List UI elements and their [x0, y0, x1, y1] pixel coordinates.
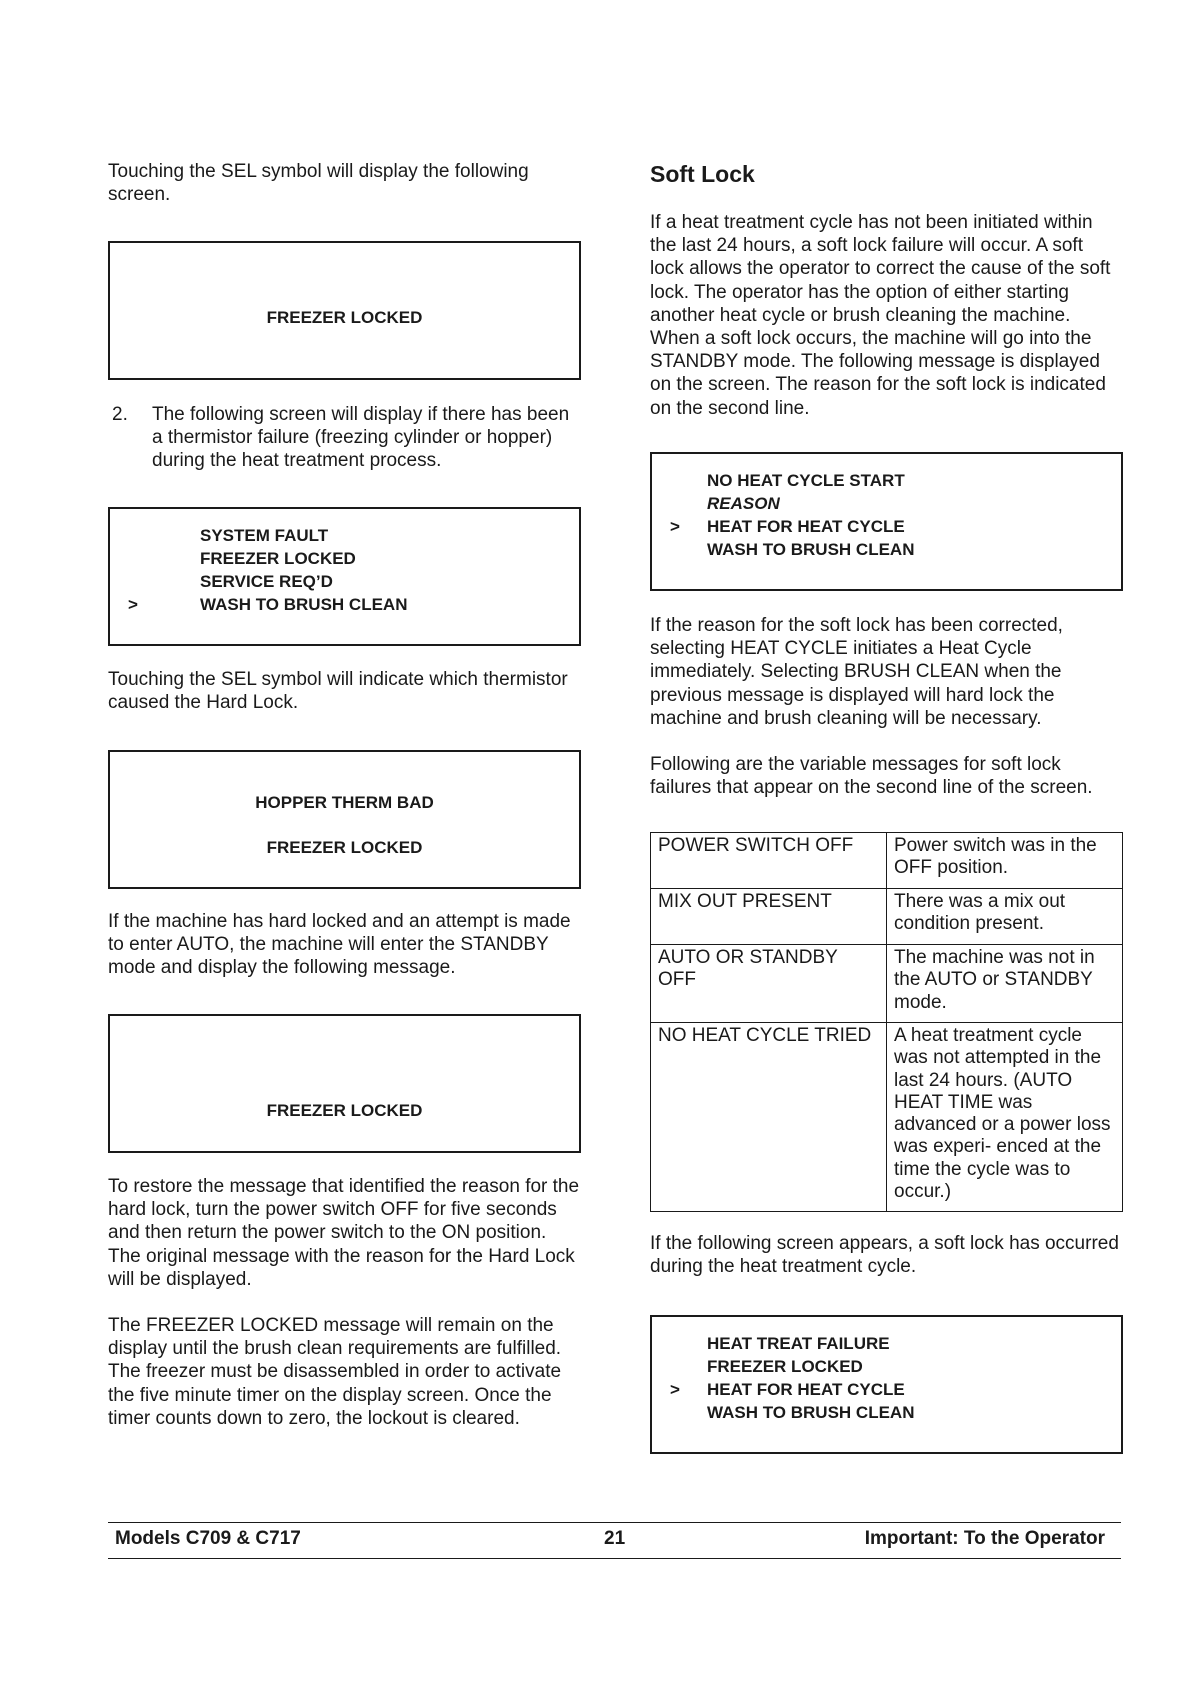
- paragraph-sel-thermistor: Touching the SEL symbol will indicate which thermistor caused the Hard Lock.: [108, 669, 568, 714]
- screen-line: HOPPER THERM BAD: [255, 793, 434, 812]
- list-item-text: The following screen will display if there has been a thermistor failure (freezing cylinder or hopper) during the heat treatment process.: [152, 404, 570, 472]
- list-item-number: 2.: [112, 404, 128, 425]
- table-cell-description: There was a mix out condition present.: [887, 889, 1123, 945]
- screen-line: SYSTEM FAULT: [200, 526, 329, 545]
- intro-paragraph: Touching the SEL symbol will display the following screen.: [108, 161, 529, 206]
- paragraph-freezer-locked: The FREEZER LOCKED message will remain on the display until the brush clean requirements are fulfilled. The freezer must be disassembled in order to activate the five minute timer on the display screen. Once the timer counts down to zero, the lockout is cleared.: [108, 1315, 562, 1429]
- screen-line: FREEZER LOCKED: [266, 308, 423, 327]
- table-cell-description: Power switch was in the OFF position.: [887, 833, 1123, 889]
- selection-arrow: >: [670, 517, 680, 536]
- table-cell-message: POWER SWITCH OFF: [651, 833, 887, 889]
- display-screen-heat-treat-failure: [650, 1315, 1123, 1454]
- paragraph-soft-lock-corrected: If the reason for the soft lock has been corrected, selecting HEAT CYCLE initiates a Heat Cycle immediately. Selecting BRUSH CLEAN when the previous message is displayed will hard lock the machine and brush cleaning will be necessary.: [650, 615, 1063, 729]
- soft-lock-messages-table: [650, 832, 1123, 1212]
- selection-arrow: >: [128, 595, 138, 614]
- screen-line: FREEZER LOCKED: [707, 1357, 863, 1376]
- screen-line: WASH TO BRUSH CLEAN: [707, 540, 915, 559]
- screen-line-reason: REASON: [707, 494, 780, 513]
- display-screen-freezer-locked-standby: [108, 1014, 581, 1153]
- screen-line: SERVICE REQ’D: [200, 572, 333, 591]
- display-screen-freezer-locked: [108, 241, 581, 380]
- display-screen-system-fault: [108, 507, 581, 646]
- table-row: [651, 1023, 1123, 1212]
- footer-bottom-rule: [108, 1558, 1121, 1559]
- display-screen-hopper-therm: [108, 750, 581, 889]
- footer-section-label: Important: To the Operator: [864, 1528, 1105, 1549]
- display-screen-no-heat-cycle: [650, 452, 1123, 591]
- table-row: [651, 945, 1123, 1023]
- paragraph-restore-message: To restore the message that identified the reason for the hard lock, turn the power switch OFF for five seconds and then return the power switch to the ON position. The original message with the reason for the Hard Lock will be displayed.: [108, 1176, 580, 1290]
- table-cell-message: NO HEAT CYCLE TRIED: [651, 1023, 887, 1212]
- screen-line: HEAT FOR HEAT CYCLE: [707, 517, 905, 536]
- screen-line: FREEZER LOCKED: [266, 1101, 423, 1120]
- page-number: 21: [604, 1528, 626, 1549]
- section-heading: Soft Lock: [650, 161, 755, 187]
- screen-line: WASH TO BRUSH CLEAN: [707, 1403, 915, 1422]
- screen-line: HEAT TREAT FAILURE: [707, 1334, 890, 1353]
- paragraph-soft-lock-during-heat: If the following screen appears, a soft lock has occurred during the heat treatment cycle.: [650, 1233, 1119, 1278]
- screen-line: WASH TO BRUSH CLEAN: [200, 595, 408, 614]
- table-cell-message: AUTO OR STANDBY OFF: [651, 945, 887, 1023]
- footer-model-label: Models C709 & C717: [115, 1528, 301, 1549]
- screen-line: HEAT FOR HEAT CYCLE: [707, 1380, 905, 1399]
- selection-arrow: >: [670, 1380, 680, 1399]
- table-cell-message: MIX OUT PRESENT: [651, 889, 887, 945]
- footer-top-rule: [108, 1522, 1121, 1523]
- paragraph-variable-messages: Following are the variable messages for soft lock failures that appear on the second line of the screen.: [650, 754, 1093, 799]
- paragraph-hard-locked-auto: If the machine has hard locked and an attempt is made to enter AUTO, the machine will enter the STANDBY mode and display the following message.: [108, 911, 571, 979]
- table-row: [651, 833, 1123, 889]
- table-cell-description: A heat treatment cycle was not attempted in the last 24 hours. (AUTO HEAT TIME was advanced or a power loss was experi- enced at the time the cycle was to occur.): [887, 1023, 1123, 1212]
- table-cell-description: The machine was not in the AUTO or STANDBY mode.: [887, 945, 1123, 1023]
- soft-lock-intro: If a heat treatment cycle has not been initiated within the last 24 hours, a soft lock failure will occur. A soft lock allows the operator to correct the cause of the soft lock. The operator has the option of either starting another heat cycle or brush cleaning the machine. When a soft lock occurs, the machine will go into the STANDBY mode. The following message is displayed on the screen. The reason for the soft lock is indicated on the second line.: [650, 212, 1111, 419]
- screen-line: FREEZER LOCKED: [266, 838, 423, 857]
- page-footer: [108, 1528, 1121, 1556]
- screen-line: NO HEAT CYCLE START: [707, 471, 905, 490]
- screen-line: FREEZER LOCKED: [200, 549, 356, 568]
- table-row: [651, 889, 1123, 945]
